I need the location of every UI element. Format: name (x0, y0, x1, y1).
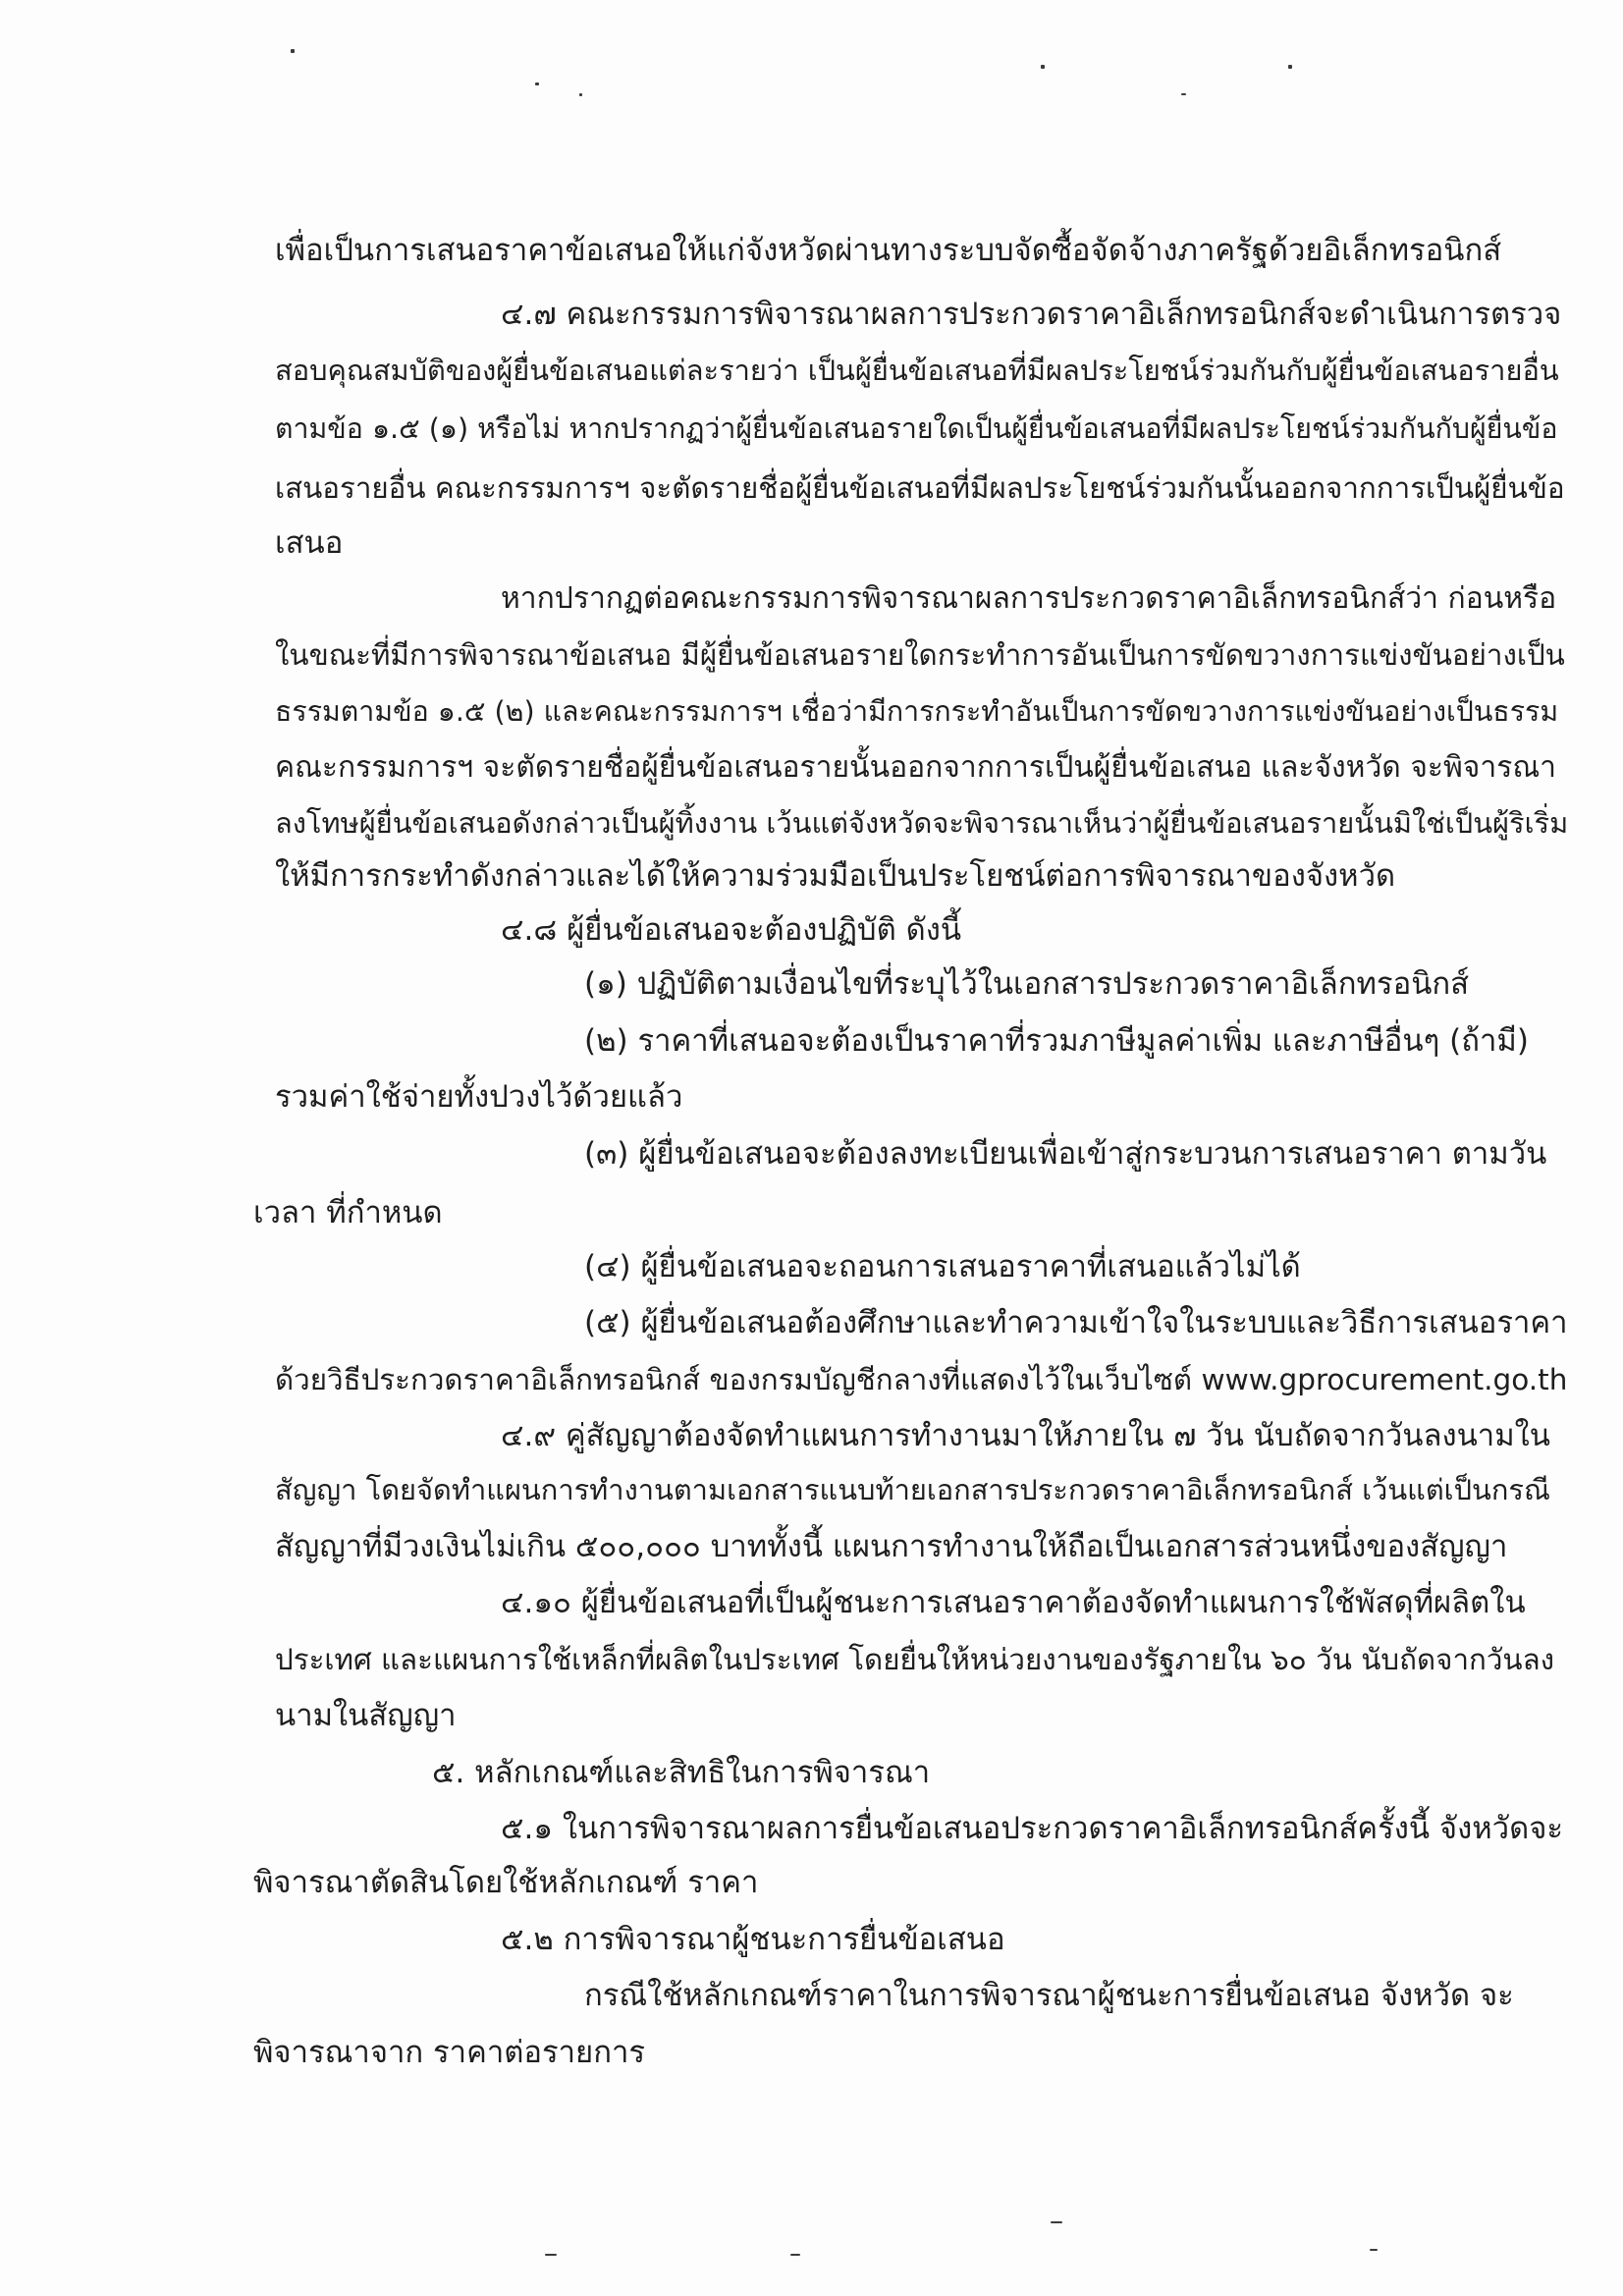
body-line: รวมค่าใช้จ่ายทั้งปวงไว้ด้วยแล้ว (275, 1079, 683, 1115)
scan-speck (579, 93, 582, 96)
body-line: ประเทศ และแผนการใช้เหล็กที่ผลิตในประเทศ โดยยื่นให้หน่วยงานของรัฐภายใน ๖๐ วัน นับถัดจากวันลง (275, 1643, 1555, 1676)
sub-item-3: (๓) ผู้ยื่นข้อเสนอจะต้องลงทะเบียนเพื่อเข้าสู่กระบวนการเสนอราคา ตามวัน (584, 1136, 1547, 1172)
scan-speck (1041, 65, 1045, 69)
sub-item-2: (๒) ราคาที่เสนอจะต้องเป็นราคาที่รวมภาษีมูลค่าเพิ่ม และภาษีอื่นๆ (ถ้ามี) (584, 1023, 1529, 1059)
clause-4-8-heading: ๔.๘ ผู้ยื่นข้อเสนอจะต้องปฏิบัติ ดังนี้ (501, 912, 962, 948)
body-line: ธรรมตามข้อ ๑.๕ (๒) และคณะกรรมการฯ เชื่อว่ามีการกระทำอันเป็นการขัดขวางการแข่งขันอย่างเป็นธรรม (275, 695, 1559, 728)
body-line: สัญญา โดยจัดทำแผนการทำงานตามเอกสารแนบท้ายเอกสารประกวดราคาอิเล็กทรอนิกส์ เว้นแต่เป็นกรณี (275, 1473, 1550, 1506)
body-line: ด้วยวิธีประกวดราคาอิเล็กทรอนิกส์ ของกรมบัญชีกลางที่แสดงไว้ในเว็บไซต์ www.gprocurement.go.th (275, 1363, 1568, 1396)
body-line: ให้มีการกระทำดังกล่าวและได้ให้ความร่วมมือเป็นประโยชน์ต่อการพิจารณาของจังหวัด (275, 858, 1396, 894)
body-line: ตามข้อ ๑.๕ (๑) หรือไม่ หากปรากฏว่าผู้ยื่นข้อเสนอรายใดเป็นผู้ยื่นข้อเสนอที่มีผลประโยชน์ร่วมกันกับผู้ยื่นข้อ (275, 412, 1558, 445)
body-line: เสนอรายอื่น คณะกรรมการฯ จะตัดรายชื่อผู้ยื่นข้อเสนอที่มีผลประโยชน์ร่วมกันนั้นออกจากการเป็นผู้ยื่นข้อ (275, 471, 1565, 505)
scan-speck (790, 2254, 800, 2256)
scan-speck (1370, 2249, 1378, 2251)
paragraph-start: กรณีใช้หลักเกณฑ์ราคาในการพิจารณาผู้ชนะการยื่นข้อเสนอ จังหวัด จะ (584, 1978, 1514, 2013)
paragraph-start: หากปรากฏต่อคณะกรรมการพิจารณาผลการประกวดราคาอิเล็กทรอนิกส์ว่า ก่อนหรือ (501, 581, 1557, 616)
body-line: สัญญาที่มีวงเงินไม่เกิน ๕๐๐,๐๐๐ บาททั้งนี้ แผนการทำงานให้ถือเป็นเอกสารส่วนหนึ่งของสัญญา (275, 1529, 1508, 1564)
clause-4-10-heading: ๔.๑๐ ผู้ยื่นข้อเสนอที่เป็นผู้ชนะการเสนอราคาต้องจัดทำแผนการใช้พัสดุที่ผลิตใน (501, 1585, 1526, 1620)
body-line: นามในสัญญา (275, 1698, 457, 1733)
body-line: พิจารณาจาก ราคาต่อรายการ (253, 2035, 646, 2070)
scan-speck (1288, 65, 1292, 69)
clause-4-7-heading: ๔.๗ คณะกรรมการพิจารณาผลการประกวดราคาอิเล็กทรอนิกส์จะดำเนินการตรวจ (501, 297, 1562, 332)
body-line: สอบคุณสมบัติของผู้ยื่นข้อเสนอแต่ละรายว่า เป็นผู้ยื่นข้อเสนอที่มีผลประโยชน์ร่วมกันกับผู้ยื่นข้อเสนอรายอื่น (275, 354, 1559, 387)
body-line: พิจารณาตัดสินโดยใช้หลักเกณฑ์ ราคา (253, 1865, 759, 1900)
sub-item-4: (๔) ผู้ยื่นข้อเสนอจะถอนการเสนอราคาที่เสนอแล้วไม่ได้ (584, 1249, 1301, 1285)
body-line: เวลา ที่กำหนด (253, 1195, 443, 1230)
sub-item-5: (๕) ผู้ยื่นข้อเสนอต้องศึกษาและทำความเข้าใจในระบบและวิธีการเสนอราคา (584, 1305, 1568, 1340)
body-line: เพื่อเป็นการเสนอราคาข้อเสนอให้แก่จังหวัดผ่านทางระบบจัดซื้อจัดจ้างภาครัฐด้วยอิเล็กทรอนิกส์ (275, 233, 1502, 268)
body-line: คณะกรรมการฯ จะตัดรายชื่อผู้ยื่นข้อเสนอรายนั้นออกจากการเป็นผู้ยื่นข้อเสนอ และจังหวัด จะพิจารณา (275, 750, 1556, 785)
sub-item-1: (๑) ปฏิบัติตามเงื่อนไขที่ระบุไว้ในเอกสารประกวดราคาอิเล็กทรอนิกส์ (584, 966, 1470, 1002)
scan-speck (535, 82, 539, 85)
body-line: เสนอ (275, 525, 344, 561)
scan-speck (1051, 2221, 1062, 2223)
scan-speck (545, 2254, 557, 2256)
section-5-heading: ๕. หลักเกณฑ์และสิทธิในการพิจารณา (432, 1755, 931, 1790)
body-line: ในขณะที่มีการพิจารณาข้อเสนอ มีผู้ยื่นข้อเสนอรายใดกระทำการอันเป็นการขัดขวางการแข่งขันอย่างเป็น (275, 638, 1565, 672)
clause-4-9-heading: ๔.๙ คู่สัญญาต้องจัดทำแผนการทำงานมาให้ภายใน ๗ วัน นับถัดจากวันลงนามใน (501, 1418, 1550, 1453)
scan-speck (1181, 93, 1186, 95)
body-line: ลงโทษผู้ยื่นข้อเสนอดังกล่าวเป็นผู้ทิ้งงาน เว้นแต่จังหวัดจะพิจารณาเห็นว่าผู้ยื่นข้อเสนอรายนั้นมิใช่เป็นผู้ริเริ่ม (275, 806, 1569, 840)
clause-5-2-heading: ๕.๒ การพิจารณาผู้ชนะการยื่นข้อเสนอ (501, 1922, 1005, 1957)
clause-5-1-heading: ๕.๑ ในการพิจารณาผลการยื่นข้อเสนอประกวดราคาอิเล็กทรอนิกส์ครั้งนี้ จังหวัดจะ (501, 1811, 1564, 1846)
scan-speck (291, 49, 295, 53)
